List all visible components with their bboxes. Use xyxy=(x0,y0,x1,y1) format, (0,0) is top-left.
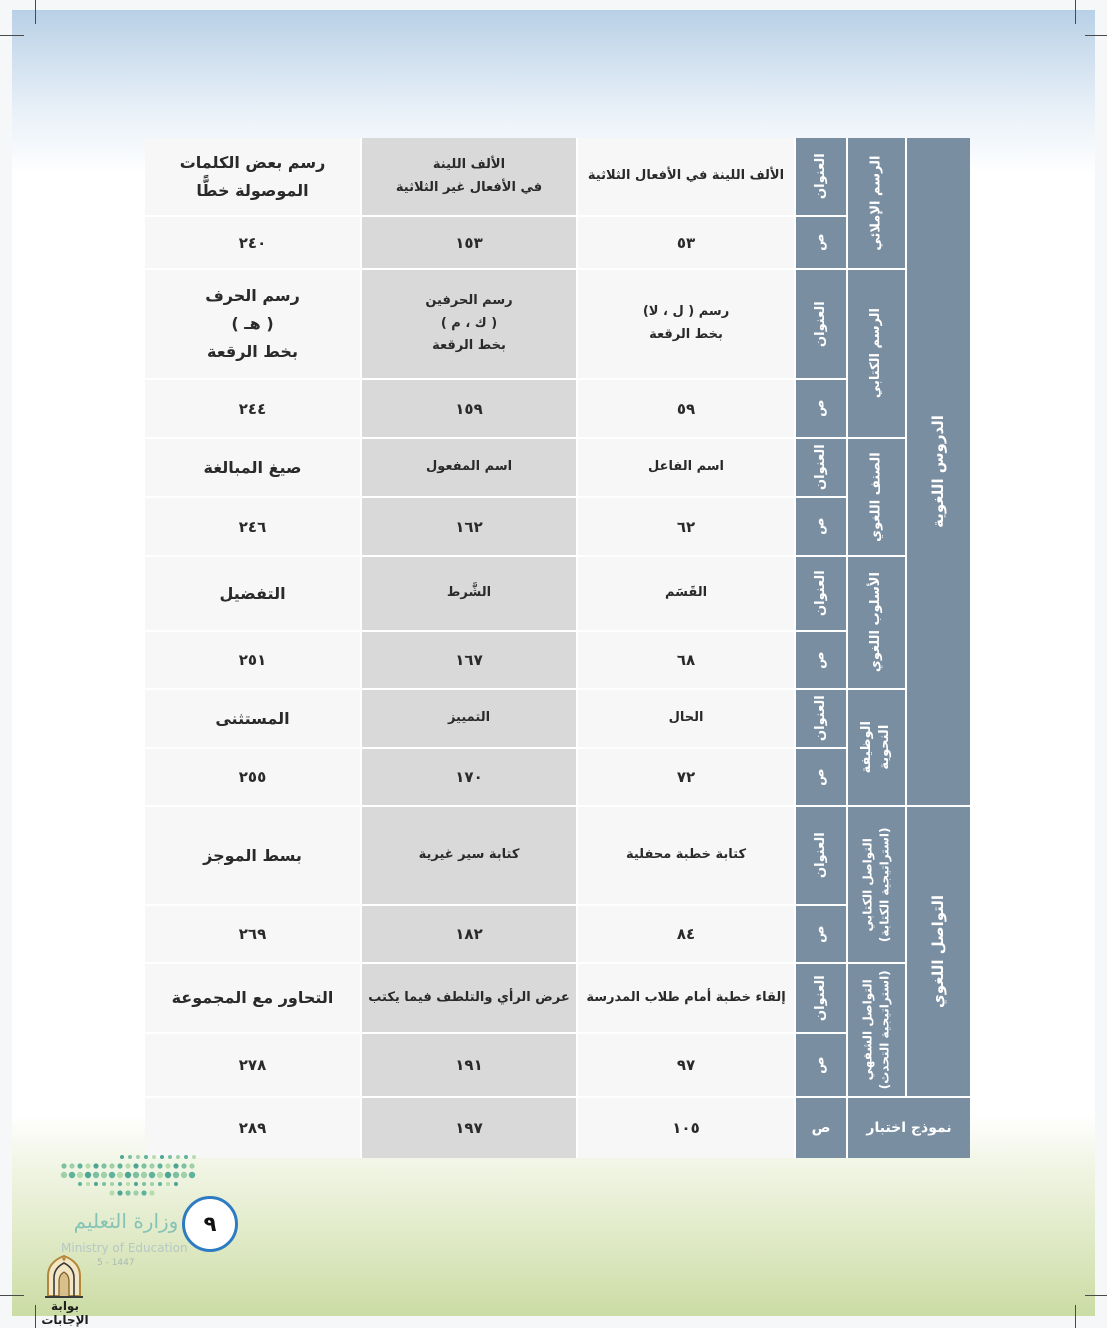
crop-mark xyxy=(35,0,36,24)
page-header-label: ص xyxy=(812,768,828,786)
logo-dot xyxy=(141,1163,146,1168)
lesson-page: ٢٤٤ xyxy=(145,380,360,437)
section-cell xyxy=(907,138,970,805)
logo-dot xyxy=(150,1182,154,1186)
logo-dot xyxy=(174,1182,178,1186)
group-label: الصنف اللغوي xyxy=(868,452,884,542)
lesson-page: ٢٦٩ xyxy=(145,906,360,962)
ministry-name-arabic: وزارة التعليم xyxy=(73,1209,179,1233)
logo-dot xyxy=(85,1163,90,1168)
crop-mark xyxy=(0,1295,24,1296)
logo-dot xyxy=(126,1182,130,1186)
title-header-label: العنوان xyxy=(812,301,828,347)
crop-mark xyxy=(1075,1305,1076,1328)
logo-dot xyxy=(77,1163,82,1168)
group-cell xyxy=(848,807,905,962)
page-header-cell xyxy=(796,1034,846,1096)
lesson-title: بسط الموجز xyxy=(145,807,360,904)
lesson-page: ٦٨ xyxy=(578,632,794,688)
page-number xyxy=(182,1196,238,1252)
logo-dot xyxy=(133,1163,138,1168)
crop-mark xyxy=(1085,1295,1107,1296)
logo-dot xyxy=(86,1182,90,1186)
logo-dot xyxy=(69,1172,75,1178)
group-cell xyxy=(848,270,905,437)
lesson-title: إلقاء خطبة أمام طلاب المدرسة xyxy=(578,964,794,1032)
lesson-page: ١٦٢ xyxy=(362,498,576,555)
lesson-page: ١٦٧ xyxy=(362,632,576,688)
lesson-page: ٢٥٥ xyxy=(145,749,360,805)
logo-dot xyxy=(110,1182,114,1186)
group-cell xyxy=(848,439,905,555)
logo-dot xyxy=(149,1172,155,1178)
logo-dot xyxy=(157,1163,162,1168)
logo-dot xyxy=(149,1163,154,1168)
test-page: ١٠٥ xyxy=(578,1098,794,1158)
crop-mark xyxy=(1085,35,1107,36)
lesson-page: ٩٧ xyxy=(578,1034,794,1096)
logo-dot xyxy=(173,1172,179,1178)
logo-dot xyxy=(109,1172,115,1178)
test-label: نموذج اختبار xyxy=(848,1098,970,1158)
logo-dot xyxy=(118,1182,122,1186)
logo-dot xyxy=(184,1155,188,1159)
test-page: ١٩٧ xyxy=(362,1098,576,1158)
logo-dot xyxy=(102,1182,106,1186)
logo-dot xyxy=(101,1163,106,1168)
logo-dot xyxy=(109,1190,114,1195)
lesson-title: رسم ( ل ، لا) بخط الرقعة xyxy=(578,270,794,378)
page-header-label: ص xyxy=(812,399,828,418)
title-header-label: العنوان xyxy=(812,695,828,742)
logo-dot xyxy=(85,1172,91,1178)
lesson-title: الألف اللينة في الأفعال الثلاثية xyxy=(578,138,794,215)
logo-dot xyxy=(125,1172,131,1178)
lesson-title: اسم المفعول xyxy=(362,439,576,496)
page-header-label: ص xyxy=(812,1056,828,1074)
logo-dot xyxy=(165,1172,171,1178)
logo-dot xyxy=(61,1172,67,1178)
logo-dot xyxy=(133,1172,139,1178)
logo-dot xyxy=(125,1190,130,1195)
title-header-label: العنوان xyxy=(812,153,828,200)
logo-dot xyxy=(77,1172,83,1178)
page-header-label: ص xyxy=(812,925,828,943)
group-cell xyxy=(848,964,905,1096)
logo-dot xyxy=(176,1155,180,1159)
logo-dot xyxy=(61,1163,66,1168)
group-cell xyxy=(848,138,905,268)
page-header-cell xyxy=(796,217,846,268)
logo-dot xyxy=(152,1155,156,1159)
title-header-cell xyxy=(796,138,846,215)
lesson-title: الشَّرط xyxy=(362,557,576,630)
group-cell xyxy=(848,557,905,688)
page-header-label: ص xyxy=(796,1098,846,1158)
logo-dot xyxy=(165,1163,170,1168)
lesson-title: المستثنى xyxy=(145,690,360,747)
logo-dot xyxy=(94,1182,98,1186)
lesson-title: عرض الرأي والتلطف فيما يكتب xyxy=(362,964,576,1032)
group-label: الأسلوب اللغوي xyxy=(868,572,884,673)
section-cell xyxy=(907,807,970,1096)
title-header-label: العنوان xyxy=(812,832,828,879)
lesson-page: ٢٤٦ xyxy=(145,498,360,555)
contents-table xyxy=(145,138,970,1158)
lesson-page: ٧٢ xyxy=(578,749,794,805)
lesson-title: الحال xyxy=(578,690,794,747)
group-label: الوظيفة النحوية xyxy=(859,721,893,774)
lesson-page: ١٨٢ xyxy=(362,906,576,962)
logo-dot xyxy=(136,1155,140,1159)
logo-dot xyxy=(142,1182,146,1186)
title-header-cell xyxy=(796,690,846,747)
page-header-label: ص xyxy=(812,651,828,669)
lesson-title: التحاور مع المجموعة xyxy=(145,964,360,1032)
title-header-cell xyxy=(796,270,846,378)
logo-dot xyxy=(134,1182,138,1186)
page-header-cell xyxy=(796,749,846,805)
lesson-title: كتابة خطبة محفلية xyxy=(578,807,794,904)
lesson-page: ٦٢ xyxy=(578,498,794,555)
page-header-cell xyxy=(796,498,846,555)
watermark-label: بوابة الإجابات xyxy=(41,1299,89,1327)
logo-dot xyxy=(181,1172,187,1178)
logo-dot xyxy=(141,1190,146,1195)
group-label: الرسم الكتابي xyxy=(868,308,884,399)
logo-dot xyxy=(141,1172,147,1178)
lesson-page: ٨٤ xyxy=(578,906,794,962)
page-number-text: ٩ xyxy=(203,1212,217,1236)
logo-dot xyxy=(181,1163,186,1168)
logo-dot xyxy=(160,1155,164,1159)
logo-dot xyxy=(144,1155,148,1159)
lesson-page: ٢٧٨ xyxy=(145,1034,360,1096)
title-header-cell xyxy=(796,439,846,496)
logo-dot xyxy=(120,1155,124,1159)
logo-dot xyxy=(101,1172,107,1178)
lesson-title: التفضيل xyxy=(145,557,360,630)
logo-dot xyxy=(158,1182,162,1186)
logo-dot xyxy=(93,1163,98,1168)
crop-mark xyxy=(1075,0,1076,24)
logo-dot xyxy=(189,1163,194,1168)
section-label: التواصل اللغوي xyxy=(928,894,947,1009)
logo-dot xyxy=(157,1172,163,1178)
lesson-page: ٢٥١ xyxy=(145,632,360,688)
logo-dot xyxy=(93,1172,99,1178)
lesson-page: ١٩١ xyxy=(362,1034,576,1096)
lesson-title: القَسَم xyxy=(578,557,794,630)
logo-dot xyxy=(117,1163,122,1168)
title-header-cell xyxy=(796,964,846,1032)
logo-dot xyxy=(168,1155,172,1159)
lesson-title: رسم بعض الكلمات الموصولة خطًّا xyxy=(145,138,360,215)
logo-dot xyxy=(128,1155,132,1159)
lesson-title: صيغ المبالغة xyxy=(145,439,360,496)
group-label: التواصل الشفهي (استراتيجية التحدث) xyxy=(860,970,892,1090)
logo-dot xyxy=(173,1163,178,1168)
lesson-page: ١٥٣ xyxy=(362,217,576,268)
ministry-year: 5 - 1447 xyxy=(97,1258,135,1268)
logo-dot xyxy=(117,1172,123,1178)
logo-dot xyxy=(192,1155,196,1159)
logo-dot xyxy=(189,1172,195,1178)
lesson-title: الألف اللينة في الأفعال غير الثلاثية xyxy=(362,138,576,215)
crop-mark xyxy=(0,35,24,36)
lesson-title: رسم الحرف ( هـ ) بخط الرقعة xyxy=(145,270,360,378)
page-header-label: ص xyxy=(812,517,828,536)
page-header-cell xyxy=(796,380,846,437)
title-header-label: العنوان xyxy=(812,444,828,491)
title-header-cell xyxy=(796,557,846,630)
page-header-cell xyxy=(796,906,846,962)
title-header-label: العنوان xyxy=(812,975,828,1021)
lesson-page: ١٧٠ xyxy=(362,749,576,805)
section-label: الدروس اللغوية xyxy=(928,415,947,528)
ministry-logo-icon xyxy=(60,1152,200,1198)
lesson-title: التمييز xyxy=(362,690,576,747)
title-header-label: العنوان xyxy=(812,570,828,617)
lesson-page: ١٥٩ xyxy=(362,380,576,437)
title-header-cell xyxy=(796,807,846,904)
lesson-page: ٢٤٠ xyxy=(145,217,360,268)
logo-dot xyxy=(125,1163,130,1168)
logo-dot xyxy=(69,1163,74,1168)
test-page: ٢٨٩ xyxy=(145,1098,360,1158)
logo-dot xyxy=(149,1190,154,1195)
lesson-page: ٥٣ xyxy=(578,217,794,268)
logo-dot xyxy=(133,1190,138,1195)
page-header-label: ص xyxy=(812,233,828,252)
ministry-name-english: Ministry of Education xyxy=(61,1241,188,1255)
logo-dot xyxy=(109,1163,114,1168)
dome-building-icon xyxy=(43,1254,85,1300)
group-label: الرسم الإملائي xyxy=(868,155,884,251)
logo-dot xyxy=(166,1182,170,1186)
lesson-title: اسم الفاعل xyxy=(578,439,794,496)
logo-dot xyxy=(117,1190,122,1195)
page-header-cell xyxy=(796,632,846,688)
group-label: التواصل الكتابي (استراتيجية الكتابة) xyxy=(860,827,892,942)
logo-dot xyxy=(78,1182,82,1186)
lesson-title: كتابة سير غيرية xyxy=(362,807,576,904)
lesson-title: رسم الحرفين ( ك ، م ) بخط الرقعة xyxy=(362,270,576,378)
lesson-page: ٥٩ xyxy=(578,380,794,437)
group-cell xyxy=(848,690,905,805)
